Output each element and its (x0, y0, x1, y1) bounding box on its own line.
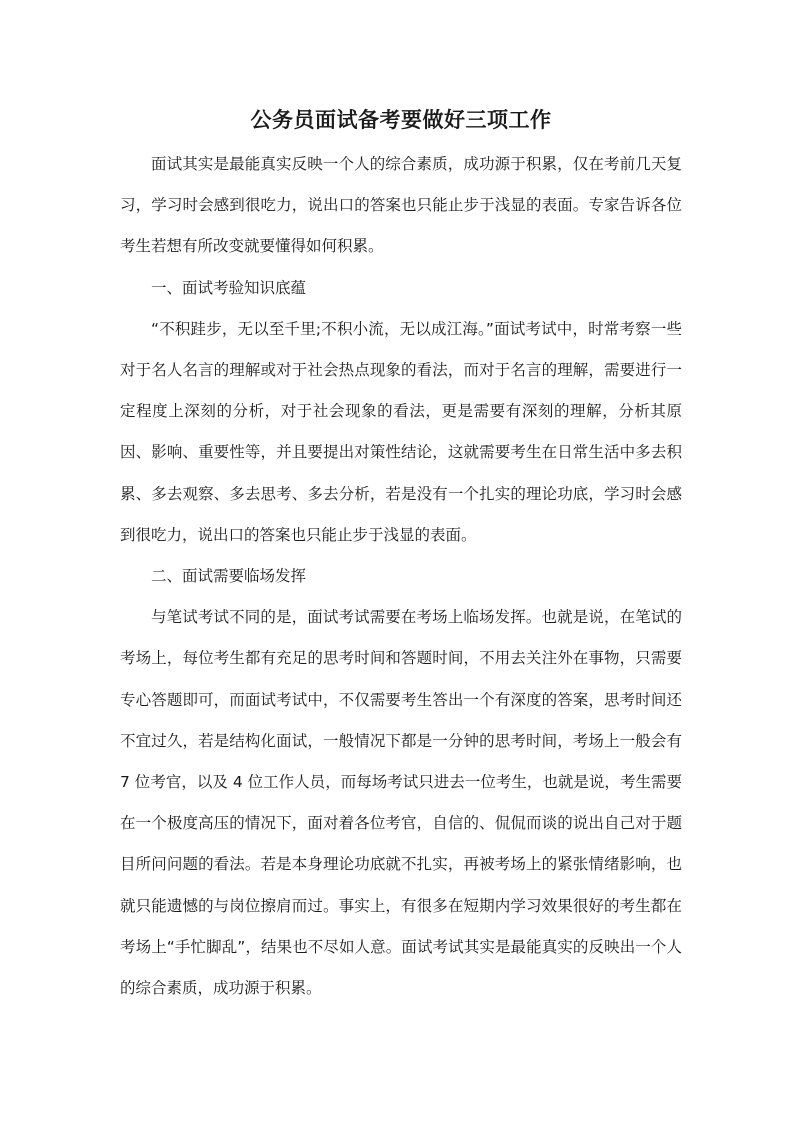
document-title: 公务员面试备考要做好三项工作 (250, 108, 552, 132)
section-body-2: 与笔试考试不同的是，面试考试需要在考场上临场发挥。也就是说，在笔试的考场上，每位考生都有充足的思考时间和答题时间，不用去关注外在事物，只需要专心答题即可，而面试考试中，不仅需要考生答出一个有深度的答案，思考时间还不宜过久，若是结构化面试，一般情况下都是一分钟的思考时间，考场上一般会有 7 位考官，以及 4 位工作人员，而每场考试只进去一位考生，也就是说，考生需要在一个极度高压的情况下，面对着各位考官，自信的、侃侃而谈的说出自己对于题目所问问题的看法。若是本身理论功底就不扎实，再被考场上的紧张情绪影响，也就只能遗憾的与岗位擦肩而过。事实上，有很多在短期内学习效果很好的考生都在考场上“手忙脚乱”，结果也不尽如人意。面试考试其实是最能真实的反映出一个人的综合素质，成功源于积累。 (120, 608, 682, 998)
section-heading-2: 二、面试需要临场发挥 (151, 567, 307, 586)
section-heading-1: 一、面试考验知识底蕴 (151, 278, 307, 297)
section-body-1: “不积跬步，无以至千里;不积小流，无以成江海。”面试考试中，时常考察一些对于名人名言的理解或对于社会热点现象的看法，而对于名言的理解，需要进行一定程度上深刻的分析，对于社会现象的看法，更是需要有深刻的理解，分析其原因、影响、重要性等，并且要提出对策性结论，这就需要考生在日常生活中多去积累、多去观察、多去思考、多去分析，若是没有一个扎实的理论功底，学习时会感到很吃力，说出口的答案也只能止步于浅显的表面。 (120, 319, 682, 544)
intro-paragraph: 面试其实是最能真实反映一个人的综合素质，成功源于积累，仅在考前几天复习，学习时会感到很吃力，说出口的答案也只能止步于浅显的表面。专家告诉各位考生若想有所改变就要懂得如何积累。 (120, 155, 682, 256)
document-page (120, 98, 682, 1009)
